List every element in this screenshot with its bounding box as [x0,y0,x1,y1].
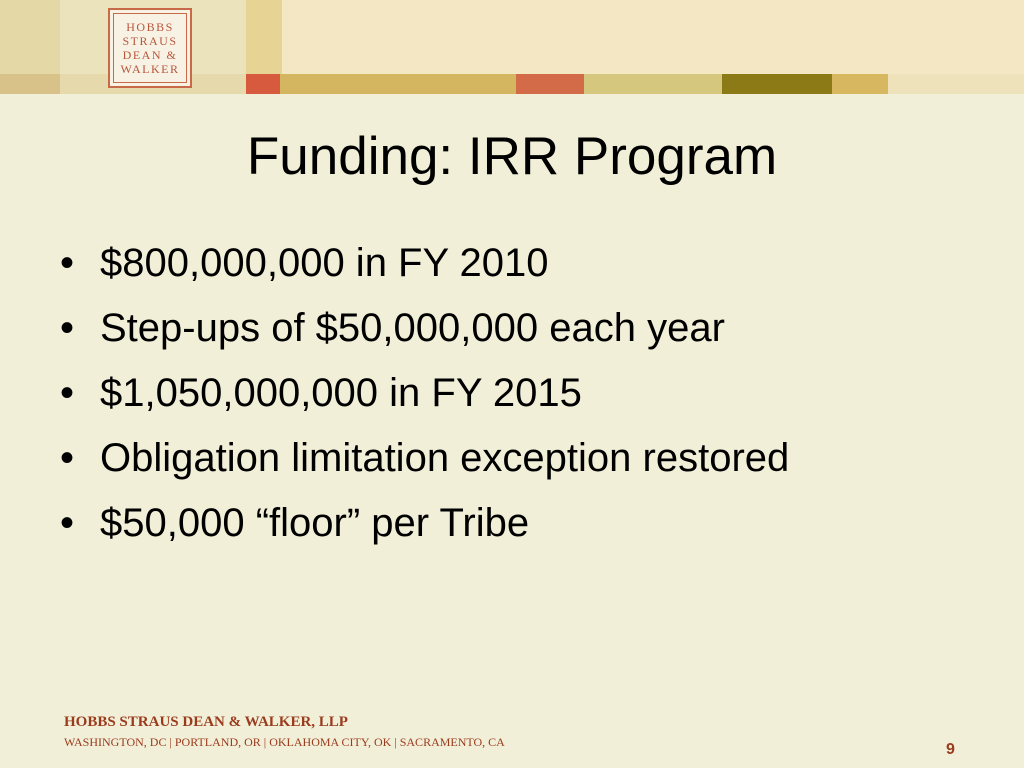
firm-logo [108,8,192,88]
banner-stripe [832,74,888,94]
logo-line: HOBBS [126,20,174,34]
firm-logo-frame [113,13,187,83]
bullet-item [56,426,789,491]
bullet-dot-icon: • [60,241,75,285]
bullet-text: Obligation limitation exception restored [100,436,790,480]
header-banner [0,0,1024,94]
banner-stripe [722,74,832,94]
bullet-item [56,361,789,426]
bullet-text: $1,050,000,000 in FY 2015 [100,371,582,415]
banner-stripe [584,74,722,94]
bullet-item [56,231,789,296]
bullet-dot-icon: • [60,306,75,350]
bullet-list [56,231,789,556]
bullet-text: Step-ups of $50,000,000 each year [100,306,725,350]
bullet-dot-icon: • [60,501,75,545]
banner-stripe [516,74,584,94]
logo-line: DEAN & [122,48,178,62]
banner-stripe [888,74,1024,94]
bullet-item [56,296,789,361]
bullet-text: $800,000,000 in FY 2010 [100,241,549,285]
banner-stripe [0,74,60,94]
bullet-item [56,491,789,556]
slide-title: Funding: IRR Program [246,127,778,186]
banner-stripe [246,74,280,94]
bullet-dot-icon: • [60,436,75,480]
footer-office-locations: WASHINGTON, DC | PORTLAND, OR | OKLAHOMA CITY, OK | SACRAMENTO, CA [64,735,505,749]
banner-stripe [280,74,516,94]
logo-line: STRAUS [122,34,178,48]
bullet-text: $50,000 “floor” per Tribe [100,501,530,545]
page-number: 9 [946,741,955,758]
footer-firm-name: HOBBS STRAUS DEAN & WALKER, LLP [64,714,348,730]
bullet-dot-icon: • [60,371,75,415]
logo-line: WALKER [120,62,180,76]
banner-band [282,0,1024,74]
